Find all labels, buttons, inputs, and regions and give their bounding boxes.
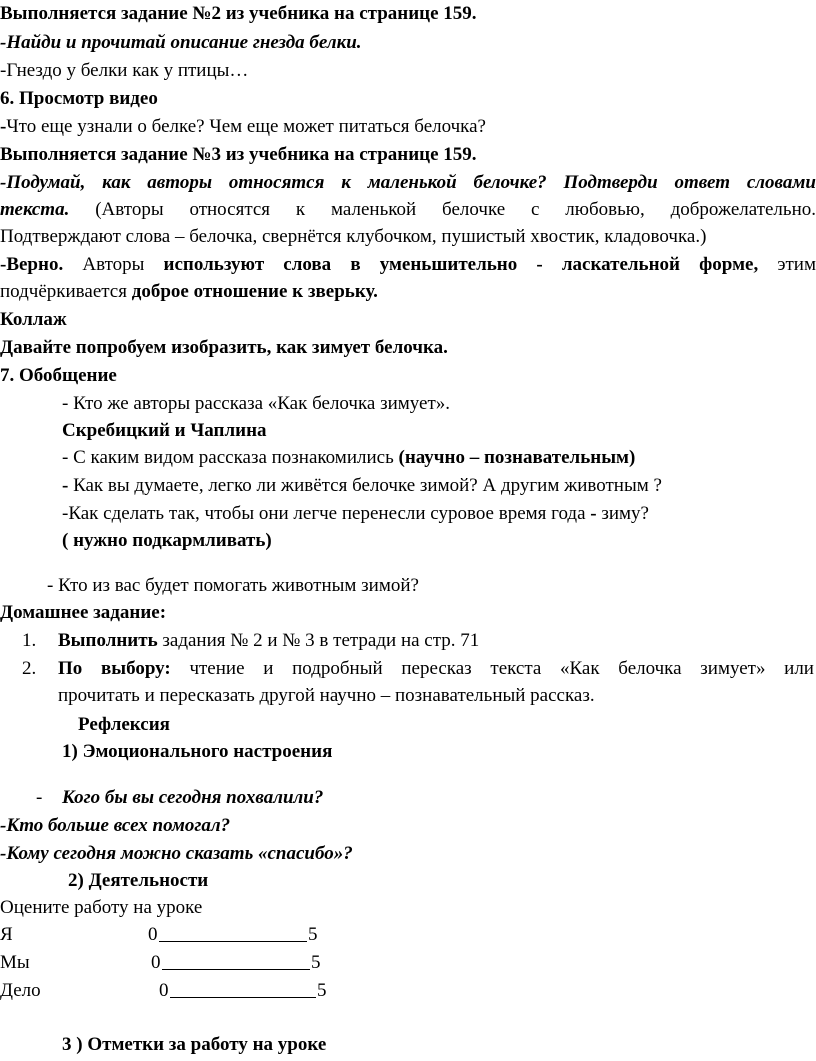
rating-line[interactable] xyxy=(162,969,310,970)
thanks-question: -Кому сегодня можно сказать «спасибо»? xyxy=(0,843,353,864)
who-helps-question: - Кто из вас будет помогать животным зимой? xyxy=(47,575,419,596)
task3-answer-line xyxy=(0,198,816,222)
help-question-text: -Как сделать так, чтобы они легче перенесли суровое время года xyxy=(62,503,591,524)
homework-item-2-text: чтение и подробный пересказ текста «Как белочка зимует» или xyxy=(170,658,814,679)
help-question xyxy=(62,502,816,526)
nest-answer: -Гнездо у белки как у птицы… xyxy=(0,60,249,81)
scale-min: 0 xyxy=(159,980,169,1001)
rating-scale-work xyxy=(0,979,340,1003)
reflection-heading: Рефлексия xyxy=(78,714,170,735)
scale-label: Дело xyxy=(0,980,41,1001)
dash: - xyxy=(590,503,597,524)
collage-task: Давайте попробуем изобразить, как зимует белочка. xyxy=(0,337,448,358)
rating-scale-me xyxy=(0,923,340,947)
rating-line[interactable] xyxy=(170,997,316,998)
correct-label: -Верно. xyxy=(0,254,64,275)
this-word: этим xyxy=(758,254,816,275)
summary-heading: 7. Обобщение xyxy=(0,365,117,386)
authors-question: - Кто же авторы рассказа «Как белочка зимует». xyxy=(62,393,451,414)
video-question-text: Что еще узнали о белке? Чем еще может питаться белочка? xyxy=(6,116,486,137)
genre-question xyxy=(62,446,816,470)
winter-question-text: Как вы думаете, легко ли живётся белочке зимой? А другим животным ? xyxy=(73,475,662,496)
attitude-line xyxy=(0,280,816,304)
list-number: 1. xyxy=(22,630,37,651)
diminutive-form: используют слова в уменьшительно - ласкательной форме, xyxy=(163,254,759,275)
homework-item-2-cont: прочитать и пересказать другой научно – познавательный рассказ. xyxy=(58,685,595,706)
scale-max: 5 xyxy=(308,924,318,945)
scale-label: Мы xyxy=(0,952,30,973)
homework-heading: Домашнее задание: xyxy=(0,602,167,623)
marks-subheading: 3 ) Отметки за работу на уроке xyxy=(62,1034,327,1055)
collage-heading: Коллаж xyxy=(0,309,67,330)
help-question-end: зиму? xyxy=(596,503,649,524)
genre-answer: (научно – познавательным) xyxy=(398,447,636,468)
task2-instruction: -Найди и прочитай описание гнезда белки. xyxy=(0,32,362,53)
rating-scale-we xyxy=(0,951,340,975)
dash: - xyxy=(36,787,43,808)
rate-lesson-label: Оцените работу на уроке xyxy=(0,897,203,918)
list-number: 2. xyxy=(22,658,37,679)
scale-max: 5 xyxy=(317,980,327,1001)
rating-line[interactable] xyxy=(159,941,307,942)
authors-word: Авторы xyxy=(63,254,164,275)
help-answer: ( нужно подкармливать) xyxy=(62,530,272,551)
video-question: -Что еще узнали о белке? Чем еще может питаться белочка? xyxy=(0,116,486,137)
emphasized-word: подчёркивается xyxy=(0,281,132,302)
scale-min: 0 xyxy=(151,952,161,973)
winter-question xyxy=(62,474,816,498)
praise-question-text: Кого бы вы сегодня похвалили? xyxy=(62,787,324,808)
text-word: текста. xyxy=(0,199,70,220)
task2-heading: Выполняется задание №2 из учебника на странице 159. xyxy=(0,3,477,24)
helper-question: -Кто больше всех помогал? xyxy=(0,815,231,836)
scale-max: 5 xyxy=(311,952,321,973)
genre-question-text: - С каким видом рассказа познакомились xyxy=(62,447,399,468)
scale-min: 0 xyxy=(148,924,158,945)
video-heading: 6. Просмотр видео xyxy=(0,88,158,109)
confirming-words: Подтверждают слова – белочка, свернётся клубочком, пушистый хвостик, кладовочка.) xyxy=(0,226,707,247)
do-label: Выполнить xyxy=(58,630,158,651)
homework-item-1-text: задания № 2 и № 3 в тетради на стр. 71 xyxy=(157,630,480,651)
scale-label: Я xyxy=(0,924,13,945)
task3-instruction: -Подумай, как авторы относятся к маленькой белочке? Подтверди ответ словами xyxy=(0,172,816,193)
kind-attitude: доброе отношение к зверьку. xyxy=(131,281,378,302)
mood-subheading: 1) Эмоционального настроения xyxy=(62,741,333,762)
correct-line xyxy=(0,253,816,277)
choice-label: По выбору: xyxy=(58,658,171,679)
task3-heading: Выполняется задание №3 из учебника на странице 159. xyxy=(0,144,477,165)
authors-attitude: (Авторы относятся к маленькой белочке с любовью, доброжелательно. xyxy=(69,199,816,220)
activity-subheading: 2) Деятельности xyxy=(68,870,209,891)
authors-answer: Скребицкий и Чаплина xyxy=(62,420,267,441)
dash: - xyxy=(62,475,74,496)
